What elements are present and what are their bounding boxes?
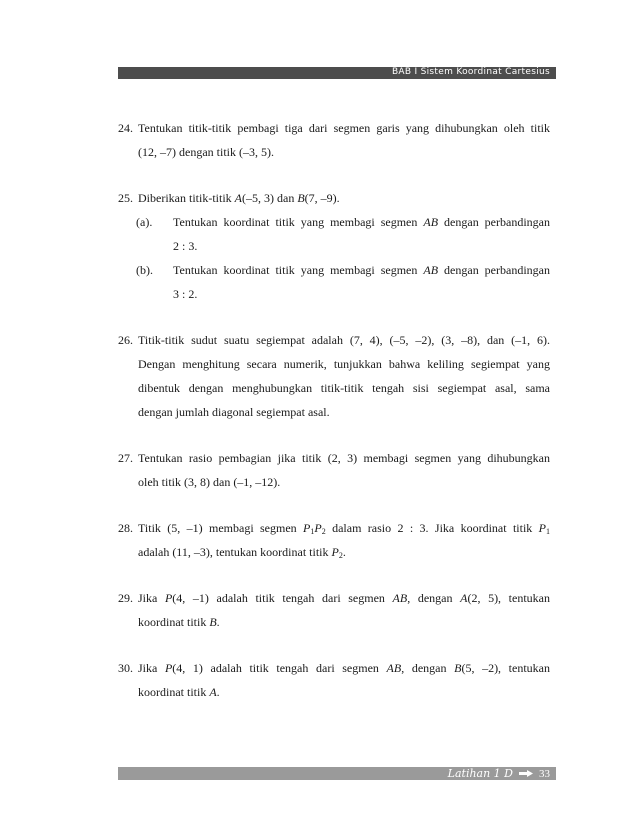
problem-29 — [118, 586, 550, 634]
problem-number: 27. — [118, 451, 133, 465]
right-arrow-icon — [519, 770, 533, 777]
problem-27 — [118, 446, 550, 494]
problem-text-line: Tentukan rasio pembagian jika titik (2, 3) membagi segmen yang dihubungkan — [138, 451, 550, 465]
sub-question-a — [136, 210, 550, 258]
problem-text-line: Jika P(4, 1) adalah titik tengah dari segmen AB, dengan B(5, –2), tentukan — [138, 661, 550, 675]
problem-number: 26. — [118, 333, 133, 347]
problem-text-line: dibentuk dengan menghubungkan titik-titik tengah sisi segiempat asal, sama — [138, 381, 550, 395]
problem-number: 29. — [118, 591, 133, 605]
problem-text-line: koordinat titik B. — [138, 615, 220, 629]
problem-24 — [118, 116, 550, 164]
header-bar — [118, 67, 556, 79]
problem-text-line: koordinat titik A. — [138, 685, 220, 699]
sub-text-line: 3 : 2. — [173, 287, 198, 301]
footer-content — [448, 767, 550, 780]
sub-text-line: Tentukan koordinat titik yang membagi segmen AB dengan perbandingan — [173, 215, 550, 229]
problem-26 — [118, 328, 550, 424]
problem-text-line: dengan jumlah diagonal segiempat asal. — [138, 405, 330, 419]
problem-text-line: Jika P(4, –1) adalah titik tengah dari segmen AB, dengan A(2, 5), tentukan — [138, 591, 550, 605]
problem-30 — [118, 656, 550, 704]
sub-question-b — [136, 258, 550, 306]
problem-text-line: adalah (11, –3), tentukan koordinat titik $P_2$. — [138, 545, 346, 560]
problem-number: 30. — [118, 661, 133, 675]
problem-text-line: Titik (5, –1) membagi segmen $P_1P_2$ dalam rasio 2 : 3. Jika koordinat titik $P_1$ — [138, 521, 550, 536]
problem-text-line: oleh titik (3, 8) dan (–1, –12). — [138, 475, 281, 489]
exercise-list — [118, 116, 550, 726]
problem-text-line: (12, –7) dengan titik (–3, 5). — [138, 145, 274, 159]
problem-text-line: Diberikan titik-titik A(–5, 3) dan B(7, –9). — [138, 191, 340, 205]
problem-text-line: Tentukan titik-titik pembagi tiga dari segmen garis yang dihubungkan oleh titik — [138, 121, 550, 135]
sub-label: (b). — [136, 263, 153, 277]
problem-text-line: Dengan menghitung secara numerik, tunjukkan bahwa keliling segiempat yang — [138, 357, 550, 371]
problem-number: 25. — [118, 191, 133, 205]
problem-28 — [118, 516, 550, 564]
problem-number: 28. — [118, 521, 133, 535]
sub-label: (a). — [136, 215, 153, 229]
problem-text-line: Titik-titik sudut suatu segiempat adalah (7, 4), (–5, –2), (3, –8), dan (–1, 6). — [138, 333, 550, 347]
chapter-title: BAB I Sistem Koordinat Cartesius — [391, 67, 550, 77]
problem-25 — [118, 186, 550, 306]
footer-bar — [118, 767, 556, 780]
footer-label: Latihan 1 D — [447, 767, 513, 780]
page-number: 33 — [539, 767, 550, 780]
sub-text-line: 2 : 3. — [173, 239, 198, 253]
sub-text-line: Tentukan koordinat titik yang membagi segmen AB dengan perbandingan — [173, 263, 550, 277]
problem-number: 24. — [118, 121, 133, 135]
